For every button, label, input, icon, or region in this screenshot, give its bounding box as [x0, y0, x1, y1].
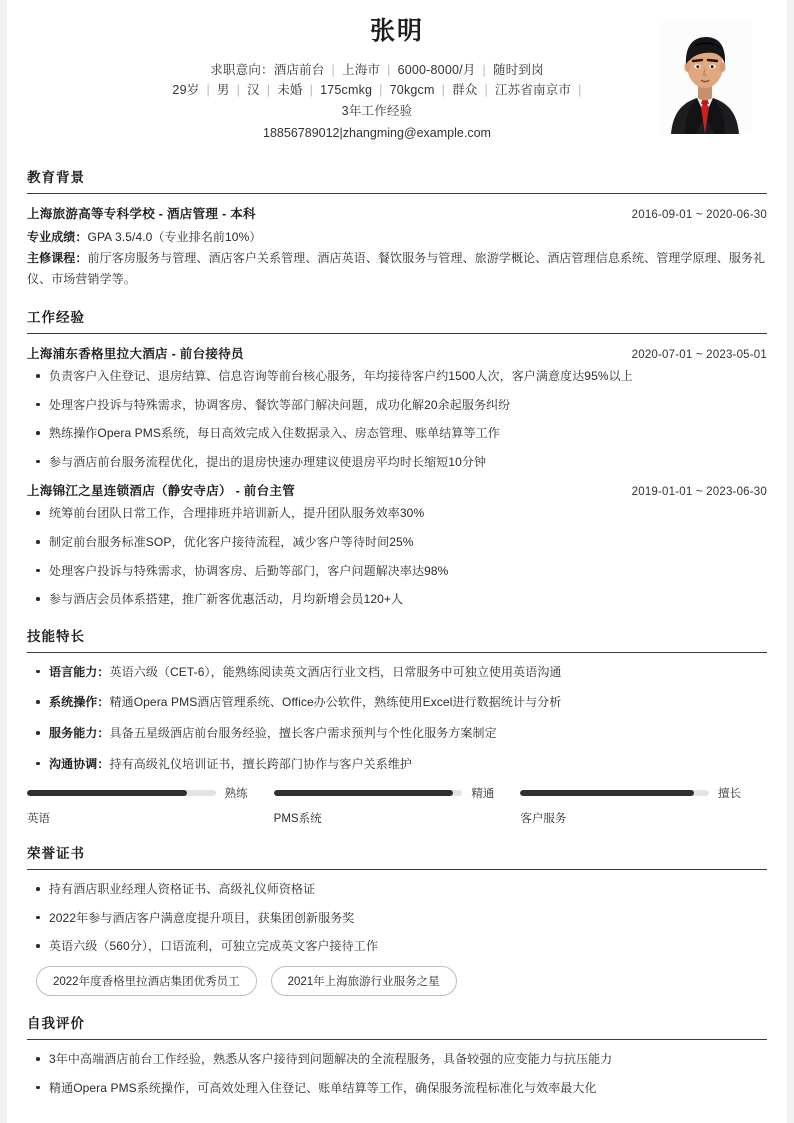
honor-bullet: 2022年参与酒店客户满意度提升项目，获集团创新服务奖	[27, 909, 767, 928]
separator: |	[206, 83, 210, 98]
experience-years-line: 3年工作经验	[341, 103, 413, 118]
education-gpa-value: GPA 3.5/4.0（专业排名前10%）	[87, 230, 262, 244]
section-title-honors: 荣誉证书	[27, 842, 767, 870]
skill-bar-row	[27, 785, 248, 801]
skill-bar-fill	[27, 790, 187, 796]
skill-bar-name: PMS系统	[273, 813, 322, 826]
work-bullet: 负责客户入住登记、退房结算、信息咨询等前台核心服务，年均接待客户约1500人次，客户满意度达95%以上	[27, 367, 767, 386]
education-entry	[27, 204, 767, 290]
honor-tag: 2022年度香格里拉酒店集团优秀员工	[36, 966, 257, 996]
education-gpa	[27, 227, 767, 248]
skill-bar-name: 英语	[27, 813, 50, 826]
contact-line	[27, 123, 767, 144]
education-courses	[27, 248, 767, 290]
job-intent-label: 求职意向：	[210, 62, 274, 77]
separator: |	[578, 83, 582, 98]
skill-item-text: 具备五星级酒店前台服务经验，擅长客户需求预判与个性化服务方案制定	[109, 725, 497, 740]
honor-tag: 2021年上海旅游行业服务之星	[271, 966, 457, 996]
work-date: 2019-01-01 ~ 2023-06-30	[631, 486, 767, 499]
work-bullet: 统筹前台团队日常工作，合理排班并培训新人，提升团队服务效率30%	[27, 504, 767, 523]
education-date: 2016-09-01 ~ 2020-06-30	[631, 209, 767, 221]
skill-bar-row	[274, 785, 495, 801]
skill-item-text: 持有高级礼仪培训证书，擅长跨部门协作与客户关系维护	[109, 756, 413, 771]
personal-item-2: 汉	[247, 83, 260, 98]
work-entry	[27, 481, 767, 608]
section-education	[27, 166, 767, 290]
work-bullet: 处理客户投诉与特殊需求，协调客房、餐饮等部门解决问题，成功化解20余起服务纠纷	[27, 396, 767, 415]
section-honors	[27, 842, 767, 996]
work-company-role: 上海锦江之星连锁酒店（静安寺店） - 前台主管	[27, 484, 296, 499]
skill-bar-fill	[520, 790, 694, 796]
skill-item-text: 英语六级（CET-6），能熟练阅读英文酒店行业文档，日常服务中可独立使用英语沟通	[109, 664, 562, 679]
skill-item	[27, 755, 767, 774]
separator: |	[236, 83, 241, 98]
avatar	[659, 22, 751, 134]
work-bullet: 参与酒店前台服务流程优化，提出的退房快速办理建议使退房平均时长缩短10分钟	[27, 453, 767, 472]
section-title-education: 教育背景	[27, 166, 767, 194]
separator: |	[331, 62, 335, 77]
skill-bar-level: 精通	[471, 788, 495, 801]
work-entry-head	[27, 344, 767, 362]
skill-item	[27, 663, 767, 682]
skill-bar	[274, 785, 521, 826]
work-entry-head	[27, 481, 767, 499]
personal-item-0: 29岁	[172, 83, 200, 98]
contact-item-1: zhangming@example.com	[342, 126, 491, 141]
work-date: 2020-07-01 ~ 2023-05-01	[631, 349, 767, 361]
separator: |	[387, 62, 391, 77]
work-bullet-list	[27, 504, 767, 608]
separator: |	[266, 83, 271, 98]
section-title-work: 工作经验	[27, 306, 767, 334]
self-evaluation-bullet: 精通Opera PMS系统操作，可高效处理入住登记、账单结算等工作，确保服务流程标准化与效率最大化	[27, 1079, 767, 1098]
skill-item	[27, 724, 767, 743]
education-entry-head	[27, 204, 767, 222]
section-title-self-evaluation: 自我评价	[27, 1012, 767, 1040]
contact-item-0: 18856789012	[263, 126, 340, 141]
skill-bar-fill	[274, 790, 453, 796]
skill-bar-level: 擅长	[718, 788, 742, 801]
skill-bar-group	[27, 785, 767, 826]
skill-bar-track	[520, 790, 709, 796]
personal-item-7: 江苏省南京市	[494, 83, 572, 98]
skill-list	[27, 663, 767, 773]
personal-item-4: 175cmkg	[320, 83, 373, 98]
separator: |	[482, 62, 486, 77]
work-entry	[27, 344, 767, 471]
skill-bar-name: 客户服务	[520, 813, 567, 826]
education-courses-label: 主修课程：	[27, 251, 88, 265]
separator: |	[309, 83, 314, 98]
skill-bar-row	[520, 785, 741, 801]
personal-item-1: 男	[216, 83, 230, 98]
page-title: 张明	[369, 17, 424, 45]
skill-bar-track	[27, 790, 216, 796]
job-intent-item-0: 酒店前台	[273, 62, 325, 77]
resume-header	[27, 0, 767, 150]
skill-item-text: 精通Opera PMS酒店管理系统、Office办公软件，熟练使用Excel进行数据统计与分析	[109, 695, 562, 710]
skill-item-label: 服务能力：	[49, 725, 110, 740]
skill-item-label: 沟通协调：	[49, 756, 110, 771]
skill-bar-level: 熟练	[224, 788, 248, 801]
education-gpa-label: 专业成绩：	[27, 230, 88, 244]
work-bullet: 熟练操作Opera PMS系统，每日高效完成入住数据录入、房态管理、账单结算等工作	[27, 424, 767, 443]
skill-item	[27, 693, 767, 712]
personal-info-line	[27, 80, 767, 101]
skill-bar	[27, 785, 274, 826]
self-evaluation-list	[27, 1050, 767, 1097]
honor-bullet: 英语六级（560分），口语流利，可独立完成英文客户接待工作	[27, 937, 767, 956]
skill-bar	[520, 785, 767, 826]
section-title-skills: 技能特长	[27, 625, 767, 653]
work-bullet: 处理客户投诉与特殊需求，协调客房、后勤等部门，客户问题解决率达98%	[27, 562, 767, 581]
separator: |	[379, 83, 383, 98]
personal-item-6: 群众	[452, 83, 478, 98]
personal-item-3: 未婚	[277, 83, 303, 98]
section-work	[27, 306, 767, 609]
honor-tag-group	[27, 966, 767, 996]
section-skills	[27, 625, 767, 826]
separator: |	[339, 126, 343, 141]
skill-bar-track	[274, 790, 463, 796]
separator: |	[441, 83, 446, 98]
honor-bullet: 持有酒店职业经理人资格证书、高级礼仪师资格证	[27, 880, 767, 899]
job-intent-line	[27, 60, 767, 81]
personal-item-5: 70kgcm	[389, 83, 435, 98]
work-bullet: 制定前台服务标准SOP，优化客户接待流程，减少客户等待时间25%	[27, 533, 767, 552]
skill-item-label: 语言能力：	[49, 664, 110, 679]
self-evaluation-bullet: 3年中高端酒店前台工作经验，熟悉从客户接待到问题解决的全流程服务，具备较强的应变能力与抗压能力	[27, 1050, 767, 1069]
skill-item-label: 系统操作：	[49, 695, 110, 710]
education-courses-value: 前厅客房服务与管理、酒店客户关系管理、酒店英语、餐饮服务与管理、旅游学概论、酒店管理信息系统、管理学原理、服务礼仪、市场营销学等。	[27, 251, 766, 286]
work-bullet-list	[27, 367, 767, 471]
job-intent-item-3: 随时到岗	[492, 62, 544, 77]
job-intent-item-1: 上海市	[342, 62, 381, 77]
section-self-evaluation	[27, 1012, 767, 1097]
job-intent-item-2: 6000-8000/月	[397, 62, 476, 77]
work-bullet: 参与酒店会员体系搭建，推广新客优惠活动，月均新增会员120+人	[27, 590, 767, 609]
education-school: 上海旅游高等专科学校 - 酒店管理 - 本科	[27, 207, 256, 221]
work-company-role: 上海浦东香格里拉大酒店 - 前台接待员	[27, 347, 244, 361]
separator: |	[484, 83, 488, 98]
honors-list	[27, 880, 767, 956]
